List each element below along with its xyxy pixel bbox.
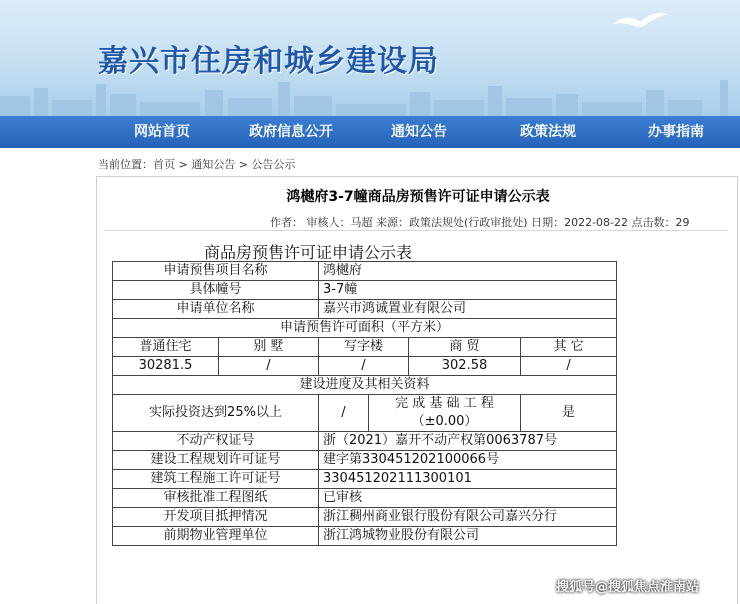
area-val-villa: / bbox=[219, 357, 319, 376]
nav-item-policy[interactable]: 政策法规 bbox=[520, 124, 576, 140]
divider bbox=[104, 230, 728, 231]
project-value: 鸿樾府 bbox=[319, 262, 617, 281]
table-row bbox=[113, 281, 617, 300]
mortgage-value: 浙江稠州商业银行股份有限公司嘉兴分行 bbox=[319, 508, 617, 527]
table-row bbox=[113, 319, 617, 338]
applicant-label: 申请单位名称 bbox=[113, 300, 319, 319]
table-row bbox=[113, 451, 617, 470]
applicant-value: 嘉兴市鸿诚置业有限公司 bbox=[319, 300, 617, 319]
site-title: 嘉兴市住房和城乡建设局 bbox=[98, 44, 439, 79]
plan-permit-label: 建设工程规划许可证号 bbox=[113, 451, 319, 470]
invest-value: / bbox=[319, 395, 369, 432]
watermark: 搜狐号@搜狐焦点淮南站 bbox=[556, 580, 700, 595]
invest-label: 实际投资达到25%以上 bbox=[113, 395, 319, 432]
table-row bbox=[113, 300, 617, 319]
property-cert-value: 浙（2021）嘉开不动产权第0063787号 bbox=[319, 432, 617, 451]
building-label: 具体幢号 bbox=[113, 281, 319, 300]
nav-item-guide[interactable]: 办事指南 bbox=[648, 124, 704, 140]
article-title: 鸿樾府3-7幢商品房预售许可证申请公示表 bbox=[286, 189, 550, 205]
city-skyline-icon bbox=[0, 76, 740, 116]
nav-item-gov-info[interactable]: 政府信息公开 bbox=[249, 124, 333, 140]
table-row bbox=[113, 527, 617, 546]
table-row bbox=[113, 489, 617, 508]
building-value: 3-7幢 bbox=[319, 281, 617, 300]
form-title: 商品房预售许可证申请公示表 bbox=[204, 243, 413, 262]
area-val-residential: 30281.5 bbox=[113, 357, 219, 376]
table-row bbox=[113, 470, 617, 489]
foundation-value: 是 bbox=[521, 395, 617, 432]
area-col-commercial: 商 贸 bbox=[409, 338, 521, 357]
area-val-office: / bbox=[319, 357, 409, 376]
application-table bbox=[112, 261, 617, 546]
breadcrumb-path[interactable]: 首页 > 通知公告 > 公告公示 bbox=[153, 158, 296, 171]
area-col-villa: 别 墅 bbox=[219, 338, 319, 357]
article-meta: 作者： 审核人：马超 来源：政策法规处(行政审批处) 日期：2022-08-22 点击数：29 bbox=[270, 216, 690, 229]
area-col-other: 其 它 bbox=[521, 338, 617, 357]
nav-item-home[interactable]: 网站首页 bbox=[134, 124, 190, 140]
table-row bbox=[113, 262, 617, 281]
table-row bbox=[113, 508, 617, 527]
table-row bbox=[113, 432, 617, 451]
main-nav bbox=[0, 116, 740, 148]
area-col-residential: 普通住宅 bbox=[113, 338, 219, 357]
drawing-value: 已审核 bbox=[319, 489, 617, 508]
plan-permit-value: 建字第330451202100066号 bbox=[319, 451, 617, 470]
area-val-commercial: 302.58 bbox=[409, 357, 521, 376]
pm-label: 前期物业管理单位 bbox=[113, 527, 319, 546]
build-permit-label: 建筑工程施工许可证号 bbox=[113, 470, 319, 489]
header-banner bbox=[0, 0, 740, 116]
mortgage-label: 开发项目抵押情况 bbox=[113, 508, 319, 527]
progress-header: 建设进度及其相关资料 bbox=[113, 376, 617, 395]
project-label: 申请预售项目名称 bbox=[113, 262, 319, 281]
foundation-label: 完 成 基 础 工 程 （±0.00） bbox=[369, 395, 521, 432]
area-val-other: / bbox=[521, 357, 617, 376]
bird-icon bbox=[610, 6, 670, 36]
pm-value: 浙江鸿城物业股份有限公司 bbox=[319, 527, 617, 546]
table-row bbox=[113, 395, 617, 432]
table-row bbox=[113, 357, 617, 376]
table-row bbox=[113, 376, 617, 395]
build-permit-value: 330451202111300101 bbox=[319, 470, 617, 489]
breadcrumb-label: 当前位置： bbox=[98, 158, 153, 171]
property-cert-label: 不动产权证号 bbox=[113, 432, 319, 451]
area-col-office: 写字楼 bbox=[319, 338, 409, 357]
drawing-label: 审核批准工程图纸 bbox=[113, 489, 319, 508]
table-row bbox=[113, 338, 617, 357]
nav-item-notices[interactable]: 通知公告 bbox=[391, 124, 447, 140]
area-header: 申请预售许可面积（平方米） bbox=[113, 319, 617, 338]
breadcrumb bbox=[98, 156, 295, 172]
